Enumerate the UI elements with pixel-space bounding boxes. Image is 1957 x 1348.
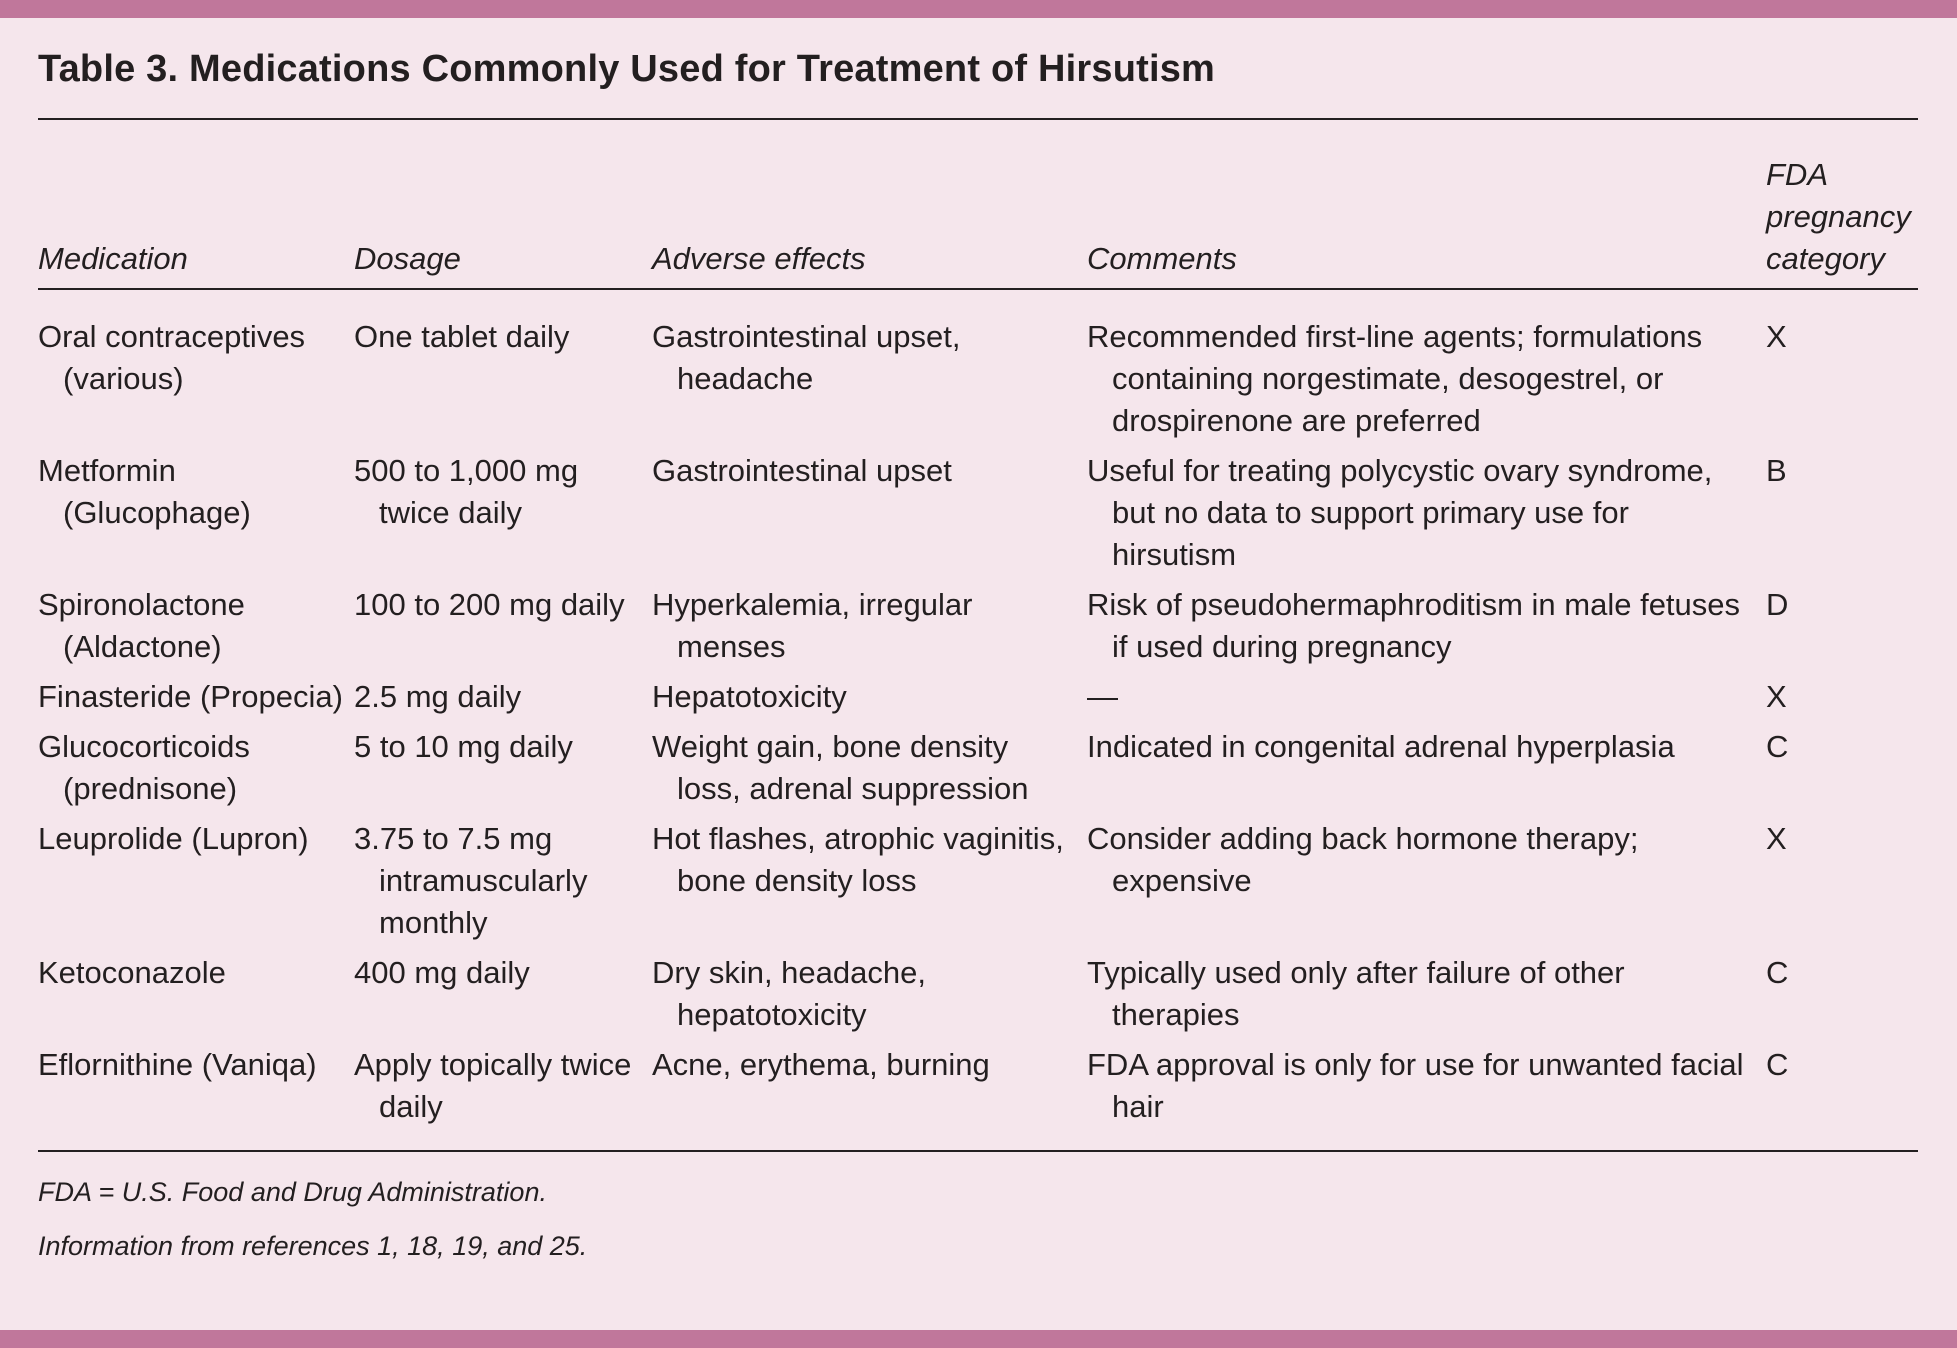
cell-dosage: [354, 584, 652, 676]
footnote-references: Information from references 1, 18, 19, and 25.: [38, 1231, 588, 1261]
cell-comments-text: Indicated in congenital adrenal hyperplasia: [1087, 729, 1675, 764]
cell-adverse-effects: [652, 289, 1087, 450]
table-row: [38, 584, 1918, 676]
header-comments: Comments: [1087, 120, 1766, 289]
cell-medication: [38, 289, 354, 450]
cell-dosage-text: 5 to 10 mg daily: [354, 729, 573, 764]
cell-dosage-text: One tablet daily: [354, 319, 570, 354]
cell-fda-category-text: B: [1766, 453, 1787, 488]
table-row: [38, 450, 1918, 584]
header-adverse-effects: Adverse effects: [652, 120, 1087, 289]
cell-fda-category: [1766, 676, 1918, 726]
cell-adverse-effects: [652, 676, 1087, 726]
cell-adverse-effects-text: Gastrointestinal upset: [652, 453, 952, 488]
cell-medication-text: Leuprolide (Lupron): [38, 821, 309, 856]
table-row: [38, 676, 1918, 726]
cell-dosage: [354, 1044, 652, 1150]
cell-fda-category-text: C: [1766, 955, 1789, 990]
cell-comments: [1087, 1044, 1766, 1150]
cell-adverse-effects-text: Acne, erythema, burning: [652, 1047, 990, 1082]
cell-dosage-text: 500 to 1,000 mg twice daily: [354, 453, 579, 530]
footnote-abbreviation: FDA = U.S. Food and Drug Administration.: [38, 1177, 547, 1207]
cell-adverse-effects: [652, 952, 1087, 1044]
table-row: [38, 289, 1918, 450]
table-row: [38, 952, 1918, 1044]
cell-fda-category: [1766, 584, 1918, 676]
cell-medication: [38, 1044, 354, 1150]
header-row: [38, 120, 1918, 289]
cell-adverse-effects: [652, 818, 1087, 952]
cell-medication: [38, 952, 354, 1044]
cell-comments-text: —: [1087, 679, 1118, 714]
cell-comments-text: Risk of pseudohermaphroditism in male fetuses if used during pregnancy: [1087, 587, 1741, 664]
cell-dosage-text: Apply topically twice daily: [354, 1047, 632, 1124]
table-title: Table 3. Medications Commonly Used for Treatment of Hirsutism: [38, 48, 1216, 90]
bottom-accent-bar: [0, 1330, 1957, 1348]
cell-fda-category: [1766, 726, 1918, 818]
cell-fda-category: [1766, 1044, 1918, 1150]
cell-dosage-text: 3.75 to 7.5 mg intramuscularly monthly: [354, 821, 588, 940]
cell-medication-text: Eflornithine (Vaniqa): [38, 1047, 317, 1082]
cell-dosage: [354, 726, 652, 818]
cell-comments: [1087, 450, 1766, 584]
cell-dosage-text: 400 mg daily: [354, 955, 530, 990]
top-accent-bar: [0, 0, 1957, 18]
cell-dosage: [354, 289, 652, 450]
cell-comments-text: Consider adding back hormone therapy; expensive: [1087, 821, 1639, 898]
cell-medication-text: Spironolactone (Aldactone): [38, 587, 245, 664]
cell-comments: [1087, 676, 1766, 726]
table-bottom-rule: [38, 1150, 1918, 1152]
cell-medication: [38, 676, 354, 726]
cell-adverse-effects-text: Dry skin, headache, hepatotoxicity: [652, 955, 926, 1032]
cell-adverse-effects-text: Hepatotoxicity: [652, 679, 847, 714]
medications-table: [38, 120, 1918, 1150]
header-dosage: Dosage: [354, 120, 652, 289]
cell-comments: [1087, 818, 1766, 952]
cell-fda-category-text: C: [1766, 729, 1789, 764]
cell-comments-text: Useful for treating polycystic ovary syndrome, but no data to support primary use for hirsutism: [1087, 453, 1713, 572]
cell-dosage: [354, 450, 652, 584]
cell-fda-category-text: D: [1766, 587, 1789, 622]
cell-dosage: [354, 818, 652, 952]
cell-medication: [38, 584, 354, 676]
cell-comments-text: Recommended first-line agents; formulations containing norgestimate, desogestrel, or drospirenone are preferred: [1087, 319, 1703, 438]
cell-comments: [1087, 726, 1766, 818]
cell-fda-category-text: X: [1766, 679, 1787, 714]
header-fda-line: pregnancy: [1766, 199, 1911, 234]
cell-adverse-effects: [652, 726, 1087, 818]
header-fda-category: [1766, 120, 1918, 289]
cell-fda-category: [1766, 289, 1918, 450]
table-row: [38, 818, 1918, 952]
cell-comments-text: Typically used only after failure of other therapies: [1087, 955, 1625, 1032]
cell-adverse-effects: [652, 584, 1087, 676]
cell-fda-category-text: C: [1766, 1047, 1789, 1082]
cell-comments: [1087, 289, 1766, 450]
cell-medication: [38, 726, 354, 818]
cell-dosage-text: 2.5 mg daily: [354, 679, 522, 714]
header-fda-line: category: [1766, 241, 1885, 276]
cell-adverse-effects-text: Hyperkalemia, irregular menses: [652, 587, 973, 664]
cell-medication-text: Finasteride (Propecia): [38, 679, 343, 714]
cell-fda-category: [1766, 818, 1918, 952]
cell-adverse-effects: [652, 1044, 1087, 1150]
cell-dosage-text: 100 to 200 mg daily: [354, 587, 625, 622]
cell-medication-text: Oral contraceptives (various): [38, 319, 306, 396]
table-container: [38, 18, 1918, 1264]
cell-comments: [1087, 952, 1766, 1044]
header-fda-line: FDA: [1766, 157, 1828, 192]
cell-dosage: [354, 676, 652, 726]
cell-fda-category: [1766, 450, 1918, 584]
cell-comments-text: FDA approval is only for use for unwanted facial hair: [1087, 1047, 1744, 1124]
cell-fda-category: [1766, 952, 1918, 1044]
cell-fda-category-text: X: [1766, 319, 1787, 354]
cell-adverse-effects-text: Hot flashes, atrophic vaginitis, bone density loss: [652, 821, 1064, 898]
cell-comments: [1087, 584, 1766, 676]
cell-adverse-effects: [652, 450, 1087, 584]
cell-dosage: [354, 952, 652, 1044]
cell-medication-text: Ketoconazole: [38, 955, 226, 990]
header-medication: Medication: [38, 120, 354, 289]
table-row: [38, 1044, 1918, 1150]
cell-medication: [38, 450, 354, 584]
cell-medication: [38, 818, 354, 952]
cell-adverse-effects-text: Gastrointestinal upset, headache: [652, 319, 961, 396]
cell-medication-text: Metformin (Glucophage): [38, 453, 251, 530]
cell-medication-text: Glucocorticoids (prednisone): [38, 729, 250, 806]
cell-adverse-effects-text: Weight gain, bone density loss, adrenal suppression: [652, 729, 1029, 806]
table-row: [38, 726, 1918, 818]
cell-fda-category-text: X: [1766, 821, 1787, 856]
